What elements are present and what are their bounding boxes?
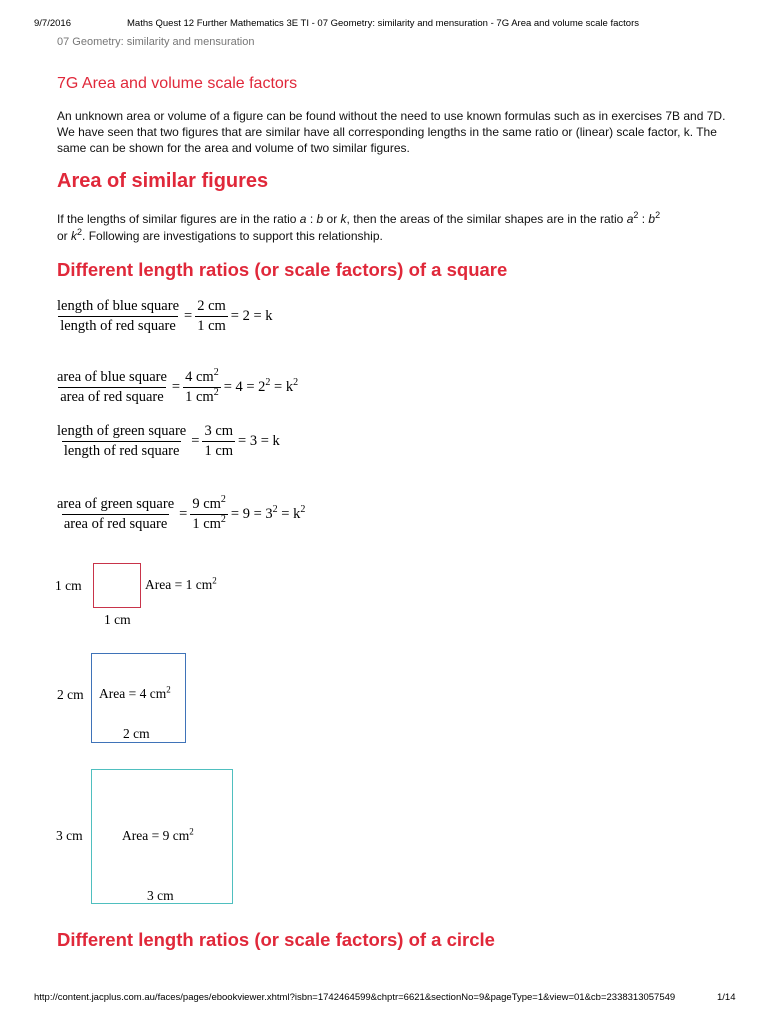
blue-square-area: Area = 4 $cm^2$ xyxy=(99,684,171,701)
green-square-side-label: 3 cm xyxy=(56,828,83,843)
equation-area-blue: $\frac{\text{area of blue square}}{\text{area of red square}}$ = $\frac{4 cm^2}{1 cm^2}$ = $4 = 2^2 = k^2$ xyxy=(57,367,299,405)
breadcrumb[interactable]: 07 Geometry: similarity and mensuration xyxy=(57,36,255,48)
blue-square-side-label: 2 cm xyxy=(57,687,84,702)
green-square-bottom-label: 3 cm xyxy=(147,888,174,903)
equation-length-blue: $\frac{\text{length of blue square}}{\text{length of red square}}$ = $\frac{2 cm}{1 cm}$ = 2 = k xyxy=(57,298,273,334)
print-title: Maths Quest 12 Further Mathematics 3E TI - 07 Geometry: similarity and mensuration - 7G Area and volume scale factors xyxy=(127,18,639,29)
red-square xyxy=(93,563,141,608)
red-square-area: Area = 1 $cm^2$ xyxy=(145,575,217,592)
red-square-bottom-label: 1 cm xyxy=(104,612,131,627)
circle-heading: Different length ratios (or scale factors) of a circle xyxy=(57,929,495,950)
red-square-side-label: 1 cm xyxy=(55,578,82,593)
equation-area-green: $\frac{\text{area of green square}}{\text{area of red square}}$ = $\frac{9 cm^2}{1 cm^2}$ = $9 = 3^2 = k^2$ xyxy=(57,494,306,532)
intro-paragraph: An unknown area or volume of a figure can be found without the need to use known formulas such as in exercises 7B and 7D. We have seen that two figures that are similar have all corresponding lengths in the same ratio or (linear) scale factor, k. The same can be shown for the area and volume of two similar figures. xyxy=(57,109,726,155)
print-date: 9/7/2016 xyxy=(34,18,71,29)
equation-length-green: $\frac{\text{length of green square}}{\text{length of red square}}$ = $\frac{3 cm}{1 cm}$ = 3 = k xyxy=(57,423,280,459)
green-square-area: Area = 9 $cm^2$ xyxy=(122,826,194,843)
section-title: 7G Area and volume scale factors xyxy=(57,75,298,92)
square-heading: Different length ratios (or scale factors) of a square xyxy=(57,259,508,280)
page-number: 1/14 xyxy=(717,992,736,1003)
footer-url[interactable]: http://content.jacplus.com.au/faces/pages/ebookviewer.xhtml?isbn=1742464599&chptr=6621&sectionNo=9&pageType=1&view=01&cb=2338313057549 xyxy=(34,992,676,1003)
blue-square-bottom-label: 2 cm xyxy=(123,726,150,741)
area-heading: Area of similar figures xyxy=(57,170,269,192)
area-paragraph: If the lengths of similar figures are in the ratio a : b or k, then the areas of the similar shapes are in the ratio $a^2$ : $b^2$ or $k^2$. Following are investigations to support this relationship. xyxy=(57,210,661,243)
